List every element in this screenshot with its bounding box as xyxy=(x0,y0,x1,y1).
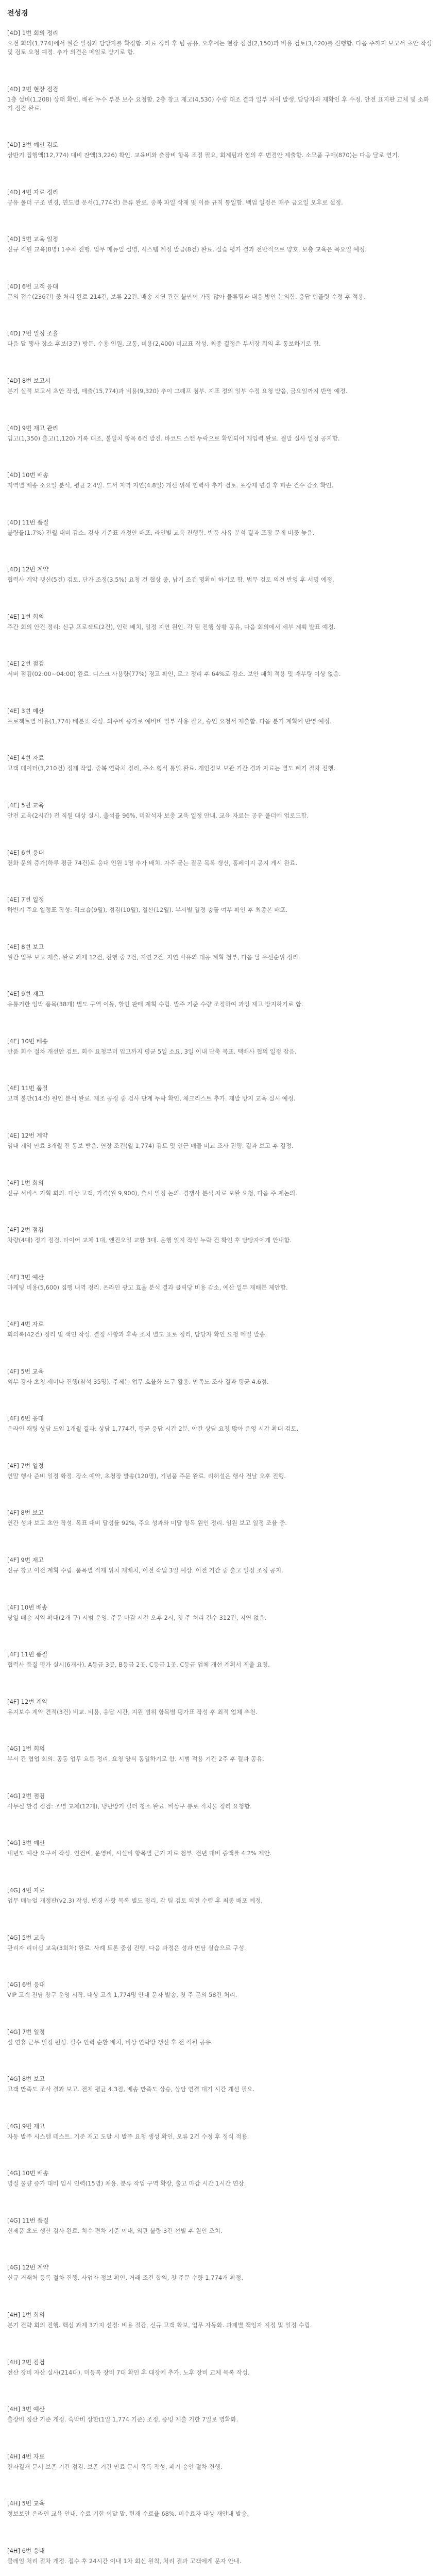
entry-heading: [4G] 1번 회의 xyxy=(7,1745,45,1753)
entry-heading: [4F] 4번 자료 xyxy=(7,1320,44,1328)
entry-section xyxy=(7,707,434,726)
entry-section xyxy=(7,943,434,962)
entry-body: 불량률(1.7%) 전월 대비 감소. 검사 기준표 개정안 배포, 라인별 교육 진행함. 반품 사유 분석 결과 포장 문제 비중 높음. xyxy=(7,529,315,536)
entry-heading: [4G] 9번 재고 xyxy=(7,2122,45,2130)
entry-section xyxy=(7,1603,434,1622)
entry-body: 분기 실적 보고서 초안 작성, 매출(15,774)과 비용(9,320) 추이 그래프 첨부. 지표 정의 일부 수정 요청 받음, 금요일까지 반영 예정. xyxy=(7,387,348,395)
entry-body: 고객 만족도 조사 결과 보고. 전체 평균 4.3점, 배송 만족도 상승, 상담 연결 대기 시간 개선 필요. xyxy=(7,2086,255,2093)
entry-heading: [4D] 6번 고객 응대 xyxy=(7,282,58,290)
entry-section xyxy=(7,849,434,868)
entry-heading: [4F] 6번 응대 xyxy=(7,1415,44,1422)
entry-section xyxy=(7,518,434,537)
entry-heading: [4F] 1번 회의 xyxy=(7,1179,44,1187)
entry-body: 협력사 품질 평가 실시(6개사). A등급 3곳, B등급 2곳, C등급 1곳. C등급 업체 개선 계획서 제출 요청. xyxy=(7,1661,270,1669)
entry-heading: [4H] 6번 응대 xyxy=(7,2547,45,2554)
entry-heading: [4F] 7번 일정 xyxy=(7,1462,44,1469)
entry-body: 명절 물량 증가 대비 임시 인력(15명) 채용. 분류 작업 구역 확장, 출고 마감 시간 1시간 연장. xyxy=(7,2180,246,2188)
entry-body: 외부 강사 초청 세미나 진행(참석 35명). 주제는 업무 효율화 도구 활용. 만족도 조사 결과 평균 4.6점. xyxy=(7,1378,269,1385)
entry-body: 부서 간 협업 회의. 공동 업무 흐름 정리, 요청 양식 통일하기로 함. 시범 적용 기간 2주 후 결과 공유. xyxy=(7,1755,264,1763)
entry-heading: [4F] 9번 재고 xyxy=(7,1556,44,1564)
entry-section xyxy=(7,1462,434,1481)
entry-heading: [4D] 9번 재고 관리 xyxy=(7,424,58,432)
entry-body: 온라인 채팅 상담 도입 1개월 결과: 상담 1,774건, 평균 응답 시간 2분. 야간 상담 요청 많아 운영 시간 확대 검토. xyxy=(7,1425,299,1433)
entry-heading: [4E] 9번 재고 xyxy=(7,990,44,998)
entry-section xyxy=(7,329,434,348)
entry-body: 하반기 주요 일정표 작성: 워크숍(9월), 점검(10월), 결산(12월). 부서별 일정 충돌 여부 확인 후 최종본 배포. xyxy=(7,906,288,914)
entry-section xyxy=(7,2311,434,2330)
entry-heading: [4D] 12번 계약 xyxy=(7,566,49,573)
entry-body: 마케팅 비용(5,600) 집행 내역 정리. 온라인 광고 효율 분석 결과 클릭당 비용 감소, 예산 일부 재배분 제안함. xyxy=(7,1283,288,1291)
entry-heading: [4E] 3번 예산 xyxy=(7,707,44,715)
entry-heading: [4F] 3번 예산 xyxy=(7,1273,44,1281)
entry-body: 지역별 배송 소요일 분석, 평균 2.4일. 도서 지역 지연(4.8일) 개선 위해 협력사 추가 검토. 포장재 변경 후 파손 건수 감소 확인. xyxy=(7,482,334,489)
entry-body: 차량(4대) 정기 점검. 타이어 교체 1대, 엔진오일 교환 3대. 운행 일지 작성 누락 건 확인 후 담당자에게 안내함. xyxy=(7,1236,292,1244)
entry-section xyxy=(7,1744,434,1764)
entry-body: 프로젝트별 비용(1,774) 배분표 작성. 외주비 증가로 예비비 일부 사용 필요, 승인 요청서 제출함. 다음 분기 계획에 반영 예정. xyxy=(7,717,332,725)
entry-heading: [4G] 3번 예산 xyxy=(7,1839,45,1847)
entry-body: 신규 창고 이전 계획 수립. 품목별 적재 위치 재배치, 이전 작업 3일 예상. 이전 기간 중 출고 일정 조정 공지. xyxy=(7,1567,283,1574)
entry-body: 신규 직원 교육(8명) 1주차 진행. 업무 매뉴얼 설명, 시스템 계정 발급(8건) 완료. 실습 평가 결과 전반적으로 양호, 보충 교육은 목요일 예정. xyxy=(7,246,367,253)
entry-section xyxy=(7,2452,434,2471)
entry-section xyxy=(7,1037,434,1056)
entry-heading: [4D] 7번 일정 조율 xyxy=(7,330,58,337)
entry-body: 안전 교육(2시간) 전 직원 대상 실시. 출석률 96%, 미참석자 보충 교육 일정 안내. 교육 자료는 공유 폴더에 업로드함. xyxy=(7,812,309,819)
entry-heading: [4G] 7번 일정 xyxy=(7,2028,45,2036)
entry-body: 사무실 환경 점검: 조명 교체(12개), 냉난방기 필터 청소 완료. 비상구 통로 적치물 정리 요청함. xyxy=(7,1802,252,1810)
entry-section xyxy=(7,2547,434,2566)
entry-heading: [4G] 5번 교육 xyxy=(7,1934,45,1941)
entry-heading: [4E] 5번 교육 xyxy=(7,802,44,809)
entry-body: 정보보안 온라인 교육 안내. 수료 기한 이달 말, 현재 수료율 68%. 미수료자 대상 재안내 발송. xyxy=(7,2510,249,2518)
entry-body: 설 연휴 근무 일정 편성. 필수 인력 순환 배치, 비상 연락망 갱신 후 전 직원 공유. xyxy=(7,2038,213,2046)
entry-heading: [4D] 11번 품질 xyxy=(7,518,49,526)
entry-section xyxy=(7,1886,434,1905)
entry-heading: [4H] 2번 점검 xyxy=(7,2358,45,2366)
entry-section xyxy=(7,377,434,396)
entry-heading: [4G] 4번 자료 xyxy=(7,1886,45,1894)
entry-heading: [4G] 11번 품질 xyxy=(7,2216,49,2224)
entry-heading: [4E] 11번 품질 xyxy=(7,1084,48,1092)
entry-body: 신규 서비스 기획 회의. 대상 고객, 가격(월 9,900), 출시 일정 논의. 경쟁사 분석 자료 보완 요청, 다음 주 재논의. xyxy=(7,1189,297,1197)
entry-heading: [4F] 11번 품질 xyxy=(7,1651,48,1658)
entry-body: 월간 업무 보고 제출. 완료 과제 12건, 진행 중 7건, 지연 2건. 지연 사유와 대응 계획 첨부, 다음 달 우선순위 정리. xyxy=(7,953,300,961)
entry-body: 다음 달 행사 장소 후보(3곳) 방문. 수용 인원, 교통, 비용(2,400) 비교표 작성. 최종 결정은 부서장 회의 후 통보하기로 함. xyxy=(7,340,321,348)
entry-section xyxy=(7,1980,434,1999)
entry-heading: [4E] 12번 계약 xyxy=(7,1131,48,1139)
entry-heading: [4H] 1번 회의 xyxy=(7,2311,45,2318)
entry-heading: [4G] 2번 점검 xyxy=(7,1792,45,1800)
entry-body: 입고(1,350) 출고(1,120) 기록 대조, 불일치 항목 6건 발견. 바코드 스캔 누락으로 확인되어 재입력 완료. 월말 실사 일정 공지함. xyxy=(7,434,340,442)
entry-heading: [4H] 3번 예산 xyxy=(7,2405,45,2413)
entry-section xyxy=(7,801,434,820)
entry-section xyxy=(7,2169,434,2188)
entry-section xyxy=(7,424,434,443)
entry-body: 서버 점검(02:00~04:00) 완료. 디스크 사용량(77%) 경고 확인, 로그 정리 후 64%로 감소. 보안 패치 적용 및 재부팅 이상 없음. xyxy=(7,670,341,678)
entry-heading: [4D] 2번 현장 점검 xyxy=(7,85,58,93)
entry-section xyxy=(7,188,434,207)
entry-body: 자동 발주 시스템 테스트. 기준 재고 도달 시 발주 요청 생성 확인, 오류 2건 수정 후 정식 적용. xyxy=(7,2132,249,2140)
entry-heading: [4G] 12번 계약 xyxy=(7,2264,49,2272)
entry-body: 연말 행사 준비 일정 확정. 장소 예약, 초청장 발송(120명), 기념품 주문 완료. 리허설은 행사 전날 오후 진행. xyxy=(7,1472,286,1480)
entry-body: 신제품 초도 생산 검사 완료. 치수 편차 기준 이내, 외관 불량 3건 선별 후 원인 조치. xyxy=(7,2227,223,2234)
entry-body: 고객 데이터(3,210건) 정제 작업. 중복 연락처 정리, 주소 형식 통일 완료. 개인정보 보관 기간 경과 자료는 별도 폐기 절차 진행. xyxy=(7,765,335,772)
entry-section xyxy=(7,282,434,301)
entry-section xyxy=(7,29,434,57)
entry-heading: [4H] 4번 자료 xyxy=(7,2452,45,2460)
entry-heading: [4D] 1번 회의 정리 xyxy=(7,29,58,37)
entry-heading: [4E] 2번 점검 xyxy=(7,660,44,668)
entry-heading: [4G] 10번 배송 xyxy=(7,2170,49,2177)
entry-heading: [4D] 10번 배송 xyxy=(7,471,49,479)
entry-heading: [4D] 3번 예산 검토 xyxy=(7,141,58,149)
entry-section xyxy=(7,1131,434,1150)
entry-section xyxy=(7,895,434,914)
entry-section xyxy=(7,990,434,1009)
entry-body: 1층 설비(1,208) 상태 확인, 배관 누수 부분 보수 요청함. 2층 창고 재고(4,530) 수량 대조 결과 일부 차이 발생, 담당자와 재확인 후 수정. 안전 표지판 교체 및 소화기 점검 완료. xyxy=(7,95,430,112)
entry-body: 연간 성과 보고 초안 작성. 목표 대비 달성률 92%, 주요 성과와 미달 항목 원인 정리. 임원 보고 일정 조율 중. xyxy=(7,1519,287,1527)
entry-section xyxy=(7,659,434,679)
entry-body: 회의록(42건) 정리 및 색인 작성. 결정 사항과 후속 조치 별도 표로 정리, 담당자 확인 요청 메일 발송. xyxy=(7,1331,267,1338)
entry-body: 신규 거래처 등록 절차 진행. 사업자 정보 확인, 거래 조건 합의, 첫 주문 수량 1,774개 확정. xyxy=(7,2274,243,2282)
entry-body: VIP 고객 전담 창구 운영 시작. 대상 고객 1,774명 안내 문자 발송, 첫 주 문의 58건 처리. xyxy=(7,1991,237,1999)
entry-body: 협력사 계약 갱신(5건) 검토. 단가 조정(3.5%) 요청 건 협상 중, 납기 조건 명확히 하기로 함. 법무 검토 의견 반영 후 서명 예정. xyxy=(7,576,334,584)
entry-heading: [4F] 10번 배송 xyxy=(7,1603,48,1611)
entry-section xyxy=(7,2216,434,2235)
entry-list xyxy=(7,29,434,2576)
page-title: 전성경 xyxy=(7,9,28,18)
entry-section xyxy=(7,1698,434,1717)
entry-section xyxy=(7,2122,434,2141)
entry-body: 관리자 리더십 교육(3회차) 완료. 사례 토론 중심 진행, 다음 과정은 성과 면담 실습으로 구성. xyxy=(7,1944,246,1952)
entry-section xyxy=(7,1792,434,1811)
entry-section xyxy=(7,1414,434,1433)
entry-body: 전산 장비 자산 실사(214대). 미등록 장비 7대 확인 후 대장에 추가, 노후 장비 교체 목록 작성. xyxy=(7,2368,250,2376)
entry-heading: [4E] 4번 자료 xyxy=(7,754,44,762)
entry-body: 공유 폴더 구조 변경, 연도별 문서(1,774건) 분류 완료. 중복 파일 삭제 및 이름 규칙 통일함. 백업 일정은 매주 금요일 오후로 설정. xyxy=(7,198,343,206)
entry-section xyxy=(7,85,434,113)
entry-section xyxy=(7,1509,434,1528)
entry-body: 고객 불만(14건) 원인 분석 완료. 제조 공정 중 검사 단계 누락 확인, 체크리스트 추가. 재발 방지 교육 실시 예정. xyxy=(7,1095,296,1103)
entry-section xyxy=(7,1934,434,1953)
entry-heading: [4D] 4번 자료 정리 xyxy=(7,188,58,196)
entry-body: 전화 문의 증가(하루 평균 74건)로 응대 인원 1명 추가 배치. 자주 묻는 질문 목록 갱신, 홈페이지 공지 게시 완료. xyxy=(7,859,298,867)
entry-section xyxy=(7,1367,434,1386)
entry-body: 전자결재 문서 보존 기간 점검. 보존 기간 만료 문서 목록 작성, 폐기 승인 절차 진행. xyxy=(7,2463,223,2470)
entry-body: 당일 배송 지역 확대(2개 구) 시범 운영. 주문 마감 시간 오후 2시, 첫 주 처리 건수 312건, 지연 없음. xyxy=(7,1614,267,1621)
entry-section xyxy=(7,565,434,584)
entry-body: 업무 매뉴얼 개정판(v2.3) 작성. 변경 사항 목록 별도 정리, 각 팀 검토 의견 수렴 후 최종 배포 예정. xyxy=(7,1896,263,1904)
entry-section xyxy=(7,141,434,160)
entry-heading: [4F] 12번 계약 xyxy=(7,1698,48,1705)
entry-body: 유지보수 계약 견적(3건) 비교. 비용, 응답 시간, 지원 범위 항목별 평가표 작성 후 최적 업체 추천. xyxy=(7,1708,258,1716)
entry-heading: [4H] 5번 교육 xyxy=(7,2500,45,2507)
entry-body: 반품 회수 절차 개선안 검토. 회수 요청부터 입고까지 평균 5일 소요, 3일 이내 단축 목표. 택배사 협의 일정 잡음. xyxy=(7,1047,297,1055)
entry-heading: [4F] 5번 교육 xyxy=(7,1367,44,1375)
entry-body: 문의 접수(236건) 중 처리 완료 214건, 보류 22건. 배송 지연 관련 불만이 가장 많아 물류팀과 대응 방안 논의함. 응답 템플릿 수정 후 적용. xyxy=(7,293,366,300)
entry-section xyxy=(7,754,434,773)
entry-section xyxy=(7,1839,434,1858)
entry-section xyxy=(7,1556,434,1575)
entry-heading: [4G] 8번 보고 xyxy=(7,2075,45,2083)
entry-heading: [4D] 5번 교육 일정 xyxy=(7,235,58,243)
entry-body: 분기 전략 회의 진행. 핵심 과제 3가지 선정: 비용 절감, 신규 고객 확보, 업무 자동화. 과제별 책임자 지정 및 일정 수립. xyxy=(7,2321,312,2329)
entry-heading: [4E] 8번 보고 xyxy=(7,943,44,951)
entry-body: 출장비 정산 기준 개정. 숙박비 상한(1일 1,774 기준) 조정, 증빙 제출 기한 7일로 명확화. xyxy=(7,2416,238,2424)
entry-section xyxy=(7,2499,434,2518)
entry-body: 클레임 처리 절차 개정. 접수 후 24시간 이내 1차 회신 원칙, 처리 결과 고객에게 문자 안내. xyxy=(7,2557,242,2565)
entry-heading: [4F] 2번 점검 xyxy=(7,1226,44,1234)
entry-section xyxy=(7,1179,434,1198)
entry-section xyxy=(7,2358,434,2377)
entry-body: 상반기 집행액(12,774) 대비 잔액(3,226) 확인. 교육비와 출장비 항목 조정 필요, 회계팀과 협의 후 변경안 제출함. 소모품 구매(870)는 다음 달로 연기. xyxy=(7,151,400,159)
entry-heading: [4D] 8번 보고서 xyxy=(7,377,51,384)
entry-heading: [4F] 8번 보고 xyxy=(7,1509,44,1517)
entry-heading: [4E] 1번 회의 xyxy=(7,613,44,620)
entry-heading: [4E] 6번 응대 xyxy=(7,849,44,856)
entry-heading: [4E] 10번 배송 xyxy=(7,1037,48,1045)
entry-section xyxy=(7,1226,434,1245)
entry-body: 주간 회의 안건 정리: 신규 프로젝트(2건), 인력 배치, 일정 지연 원인. 각 팀 진행 상황 공유, 다음 회의에서 세부 계획 발표 예정. xyxy=(7,623,336,631)
entry-section xyxy=(7,1084,434,1103)
entry-section xyxy=(7,1320,434,1339)
entry-section xyxy=(7,235,434,254)
entry-section xyxy=(7,1650,434,1669)
entry-section xyxy=(7,613,434,632)
entry-heading: [4E] 7번 일정 xyxy=(7,896,44,904)
entry-body: 내년도 예산 요구서 작성. 인건비, 운영비, 시설비 항목별 근거 자료 첨부. 전년 대비 증액률 4.2% 제안. xyxy=(7,1850,272,1857)
entry-heading: [4G] 6번 응대 xyxy=(7,1981,45,1989)
entry-body: 임대 계약 만료 3개월 전 통보 받음. 연장 조건(월 1,774) 검토 및 인근 매물 비교 조사 진행. 결과 보고 후 결정. xyxy=(7,1142,294,1149)
entry-body: 오전 회의(1,774)에서 월간 일정과 담당자를 확정함. 자료 정리 후 팀 공유, 오후에는 현장 점검(2,150)과 비용 검토(3,420)를 진행함. 다음 주까지 보고서 초안 작성 및 검토 요청 예정. 추가 의견은 메일로 받기로 함. xyxy=(7,40,432,56)
entry-section xyxy=(7,2263,434,2282)
entry-body: 유통기한 임박 품목(38개) 별도 구역 이동, 할인 판매 계획 수립. 발주 기준 수량 조정하여 과잉 재고 방지하기로 함. xyxy=(7,1001,303,1008)
entry-section xyxy=(7,471,434,490)
entry-section xyxy=(7,2028,434,2047)
entry-section xyxy=(7,2405,434,2424)
entry-section xyxy=(7,2075,434,2094)
entry-section xyxy=(7,1273,434,1292)
